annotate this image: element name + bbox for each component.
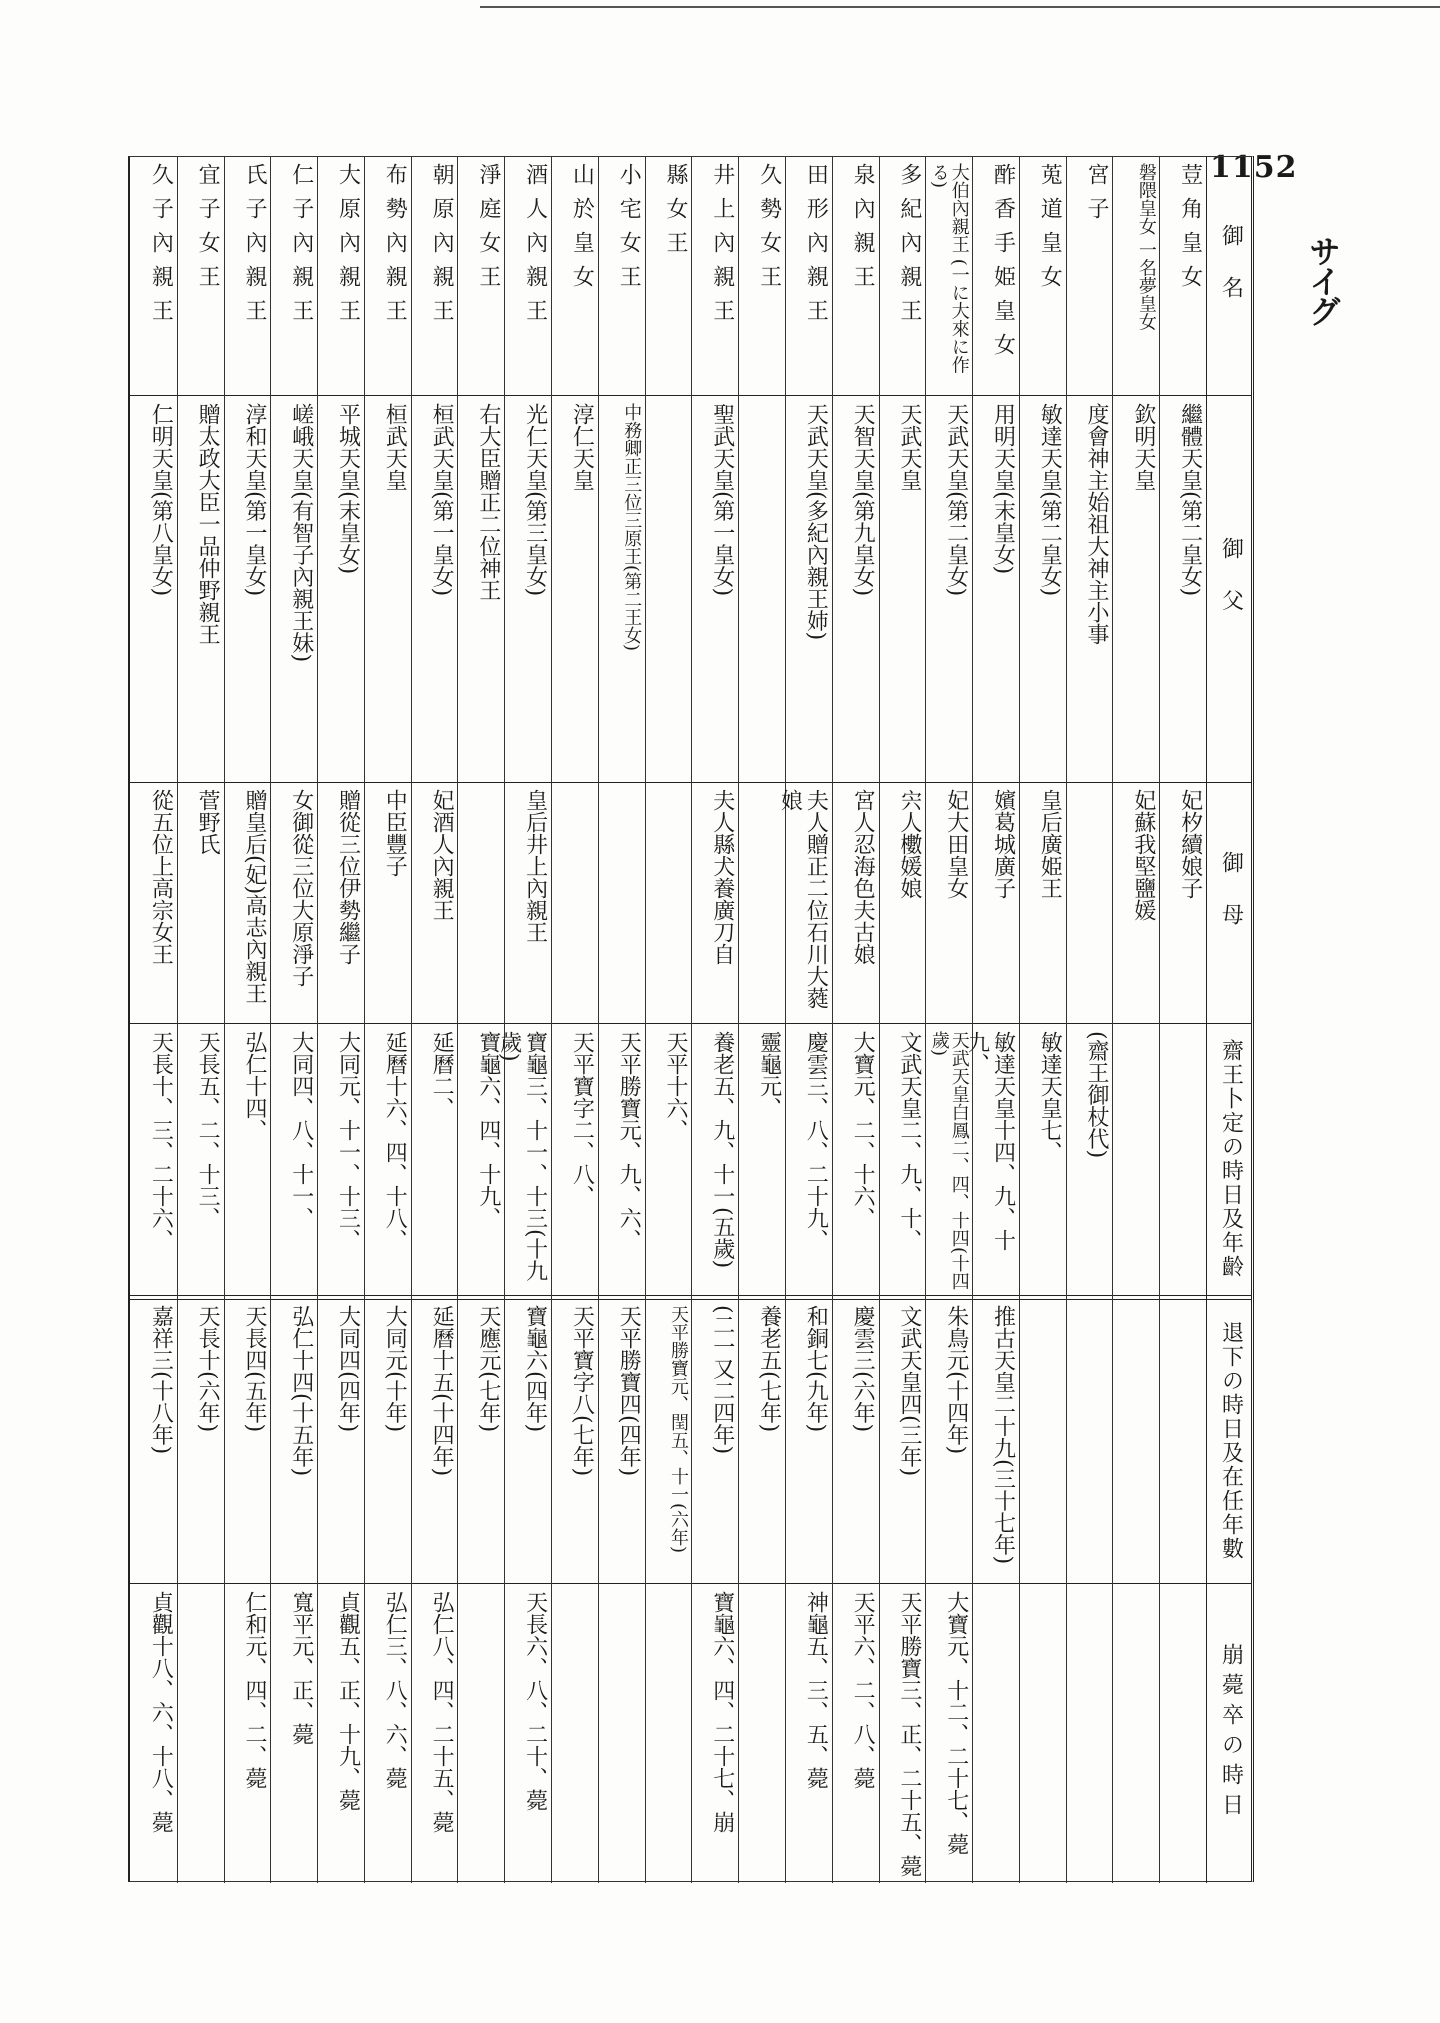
- cell-mother: [554, 789, 594, 1019]
- cell-death: [180, 1591, 220, 1879]
- cell-father: 中務卿正三位三原王(第二王女): [621, 403, 643, 652]
- column-divider: [691, 157, 692, 1883]
- cell-descent: 天長十(六年): [195, 1305, 221, 1433]
- column-divider: [504, 157, 505, 1883]
- cell-mother: 夫人贈正二位石川大蕤娘: [777, 789, 829, 1009]
- cell-father: 用明天皇(末皇女): [990, 403, 1016, 575]
- cell-mother: [601, 789, 641, 1019]
- column-divider: [364, 157, 365, 1883]
- column-divider: [317, 157, 318, 1883]
- cell-death: 仁和元、四、二、薨: [241, 1591, 267, 1789]
- header-name: 御名: [1218, 224, 1244, 328]
- cell-appointment: 敏達天皇十四、九、十九、: [964, 1031, 1016, 1251]
- cell-father: 嵯峨天皇(有智子內親王妹): [288, 403, 314, 663]
- cell-mother: [742, 789, 782, 1019]
- header-father: 御父: [1218, 536, 1244, 641]
- column-divider: [177, 157, 178, 1883]
- cell-name: 氏子內親王: [241, 163, 267, 333]
- cell-name: 井上內親王: [709, 163, 735, 333]
- cell-descent: [1116, 1305, 1156, 1579]
- column-divider: [879, 157, 880, 1883]
- cell-death: 天平六、二、八、薨: [850, 1591, 876, 1789]
- cell-mother: 妃大田皇女: [943, 789, 969, 899]
- cell-appointment: 寶龜六、四、十九、: [475, 1031, 501, 1229]
- cell-father: 天武天皇(第二皇女): [943, 403, 969, 597]
- page-number: 1152: [1210, 150, 1298, 185]
- cell-father: 桓武天皇(第一皇女): [429, 403, 455, 597]
- cell-appointment: 大同四、八、十一、: [288, 1031, 314, 1229]
- cell-name: 朝原內親王: [429, 163, 455, 333]
- cell-father: 天智天皇(第九皇女): [850, 403, 876, 597]
- cell-father: [742, 403, 782, 777]
- column-divider: [832, 157, 833, 1883]
- column-divider: [785, 157, 786, 1883]
- cell-death: [648, 1591, 688, 1879]
- cell-name: 荳角皇女: [1177, 163, 1203, 299]
- cell-father: 右大臣贈正二位神王: [475, 403, 501, 601]
- cell-father: 聖武天皇(第一皇女): [709, 403, 735, 597]
- cell-name: 山於皇女: [569, 163, 595, 299]
- cell-mother: 妃酒人內親王: [429, 789, 455, 921]
- cell-appointment: 延曆二、: [429, 1031, 455, 1119]
- header-mother: 御母: [1218, 850, 1244, 955]
- cell-descent: 慶雲三(六年): [850, 1305, 876, 1433]
- cell-mother: 嬪葛城廣子: [990, 789, 1016, 899]
- cell-descent: 文武天皇四(三年): [896, 1305, 922, 1477]
- cell-descent: 養老五(七年): [756, 1305, 782, 1433]
- cell-death: [742, 1591, 782, 1879]
- cell-father: 仁明天皇(第八皇女): [148, 403, 174, 597]
- column-divider: [738, 157, 739, 1883]
- cell-mother: 菅野氏: [195, 789, 221, 855]
- cell-father: 淳和天皇(第一皇女): [241, 403, 267, 597]
- cell-mother: 宮人忍海色夫古娘: [850, 789, 876, 965]
- cell-name: 久勢女王: [756, 163, 782, 299]
- cell-appointment: 大寶元、二、十六、: [850, 1031, 876, 1229]
- cell-descent: 寶龜六(四年): [522, 1305, 548, 1433]
- cell-death: 弘仁八、四、二十五、薨: [429, 1591, 455, 1833]
- cell-descent: (二一又二四年): [709, 1305, 735, 1455]
- page-footer-mark: [600, 1860, 640, 1880]
- cell-descent: [1022, 1305, 1062, 1579]
- cell-father: 平城天皇(末皇女): [335, 403, 361, 575]
- cell-appointment: 天平勝寶元、九、六、: [616, 1031, 642, 1251]
- cell-appointment: 天武天皇白鳳二、四、十四(十四歲): [928, 1031, 970, 1291]
- kana-section-header: サイグ: [1304, 235, 1342, 325]
- cell-death: 弘仁三、八、六、薨: [382, 1591, 408, 1789]
- cell-father: 繼體天皇(第二皇女): [1177, 403, 1203, 597]
- cell-death: 大寶元、十二、二十七、薨: [943, 1591, 969, 1855]
- cell-mother: 贈從三位伊勢繼子: [335, 789, 361, 965]
- cell-descent: 朱鳥元(十四年): [943, 1305, 969, 1455]
- cell-appointment: 弘仁十四、: [241, 1031, 267, 1141]
- cell-descent: [1069, 1305, 1109, 1579]
- cell-death: 貞觀十八、六、十八、薨: [148, 1591, 174, 1833]
- column-divider: [1159, 157, 1160, 1883]
- cell-death: 寶龜六、四、二十七、崩: [709, 1591, 735, 1833]
- cell-name: 大原內親王: [335, 163, 361, 333]
- cell-descent: 推古天皇二十九(三十七年): [990, 1305, 1016, 1565]
- header-column-divider: [1206, 157, 1207, 1883]
- cell-descent: 大同四(四年): [335, 1305, 361, 1433]
- cell-death: 貞觀五、正、十九、薨: [335, 1591, 361, 1811]
- cell-descent: 弘仁十四(十五年): [288, 1305, 314, 1477]
- cell-mother: 宍人櫢媛娘: [896, 789, 922, 899]
- cell-appointment: 養老五、九、十一(五歲): [709, 1031, 735, 1269]
- cell-mother: 從五位上高宗女王: [148, 789, 174, 965]
- top-rule: [480, 6, 1440, 8]
- cell-appointment: 天平十六、: [663, 1031, 688, 1141]
- cell-descent: 天平寶字八(七年): [569, 1305, 595, 1477]
- cell-mother: 中臣豐子: [382, 789, 408, 877]
- cell-mother: 夫人縣犬養廣刀自: [709, 789, 735, 965]
- cell-father: 敏達天皇(第二皇女): [1037, 403, 1063, 597]
- cell-appointment: 天長五、二、十三、: [195, 1031, 221, 1229]
- cell-father: 光仁天皇(第三皇女): [522, 403, 548, 597]
- cell-descent: 天平勝寶四(四年): [616, 1305, 642, 1477]
- cell-appointment: 敏達天皇七、: [1037, 1031, 1063, 1163]
- column-divider: [1066, 157, 1067, 1883]
- cell-death: 天平勝寶三、正、二十五、薨: [896, 1591, 922, 1877]
- column-divider: [411, 157, 412, 1883]
- cell-descent: 延曆十五(十四年): [429, 1305, 455, 1477]
- saiou-table: [128, 156, 1254, 1882]
- cell-name: 酒人內親王: [522, 163, 548, 333]
- cell-appointment: 延曆十六、四、十八、: [382, 1031, 408, 1251]
- column-divider: [551, 157, 552, 1883]
- cell-descent: 天長四(五年): [241, 1305, 267, 1433]
- header-appointment: 齋王卜定の時日及年齡: [1218, 1039, 1244, 1279]
- cell-name: 田形內親王: [803, 163, 829, 333]
- cell-death: 寬平元、正、薨: [288, 1591, 314, 1745]
- column-divider: [645, 157, 646, 1883]
- cell-appointment: 天平寶字二、八、: [569, 1031, 595, 1207]
- cell-descent: [1163, 1305, 1203, 1579]
- cell-death: [601, 1591, 641, 1879]
- cell-mother: [1069, 789, 1109, 1019]
- cell-father: [648, 403, 688, 777]
- cell-appointment: 慶雲三、八、二十九、: [803, 1031, 829, 1251]
- cell-father: 天武天皇(多紀內親王姉): [803, 403, 829, 641]
- cell-appointment: [1163, 1031, 1203, 1291]
- cell-name: 淨庭女王: [475, 163, 501, 299]
- cell-father: 淳仁天皇: [569, 403, 595, 491]
- header-death: 崩薨卒の時日: [1218, 1643, 1244, 1823]
- cell-death: 神龜五、三、五、薨: [803, 1591, 829, 1789]
- column-divider: [1019, 157, 1020, 1883]
- cell-descent: 天應元(七年): [475, 1305, 501, 1433]
- cell-name: 仁子內親王: [288, 163, 314, 333]
- cell-death: [1116, 1591, 1156, 1879]
- cell-name: 多紀內親王: [896, 163, 922, 333]
- cell-mother: 皇后井上內親王: [522, 789, 548, 943]
- cell-name: 磐隈皇女 一名夢皇女: [1135, 163, 1157, 331]
- cell-name: 泉內親王: [850, 163, 876, 299]
- cell-mother: 妃𣏐續娘子: [1177, 789, 1203, 899]
- cell-name: 布勢內親王: [382, 163, 408, 333]
- column-divider: [457, 157, 458, 1883]
- cell-name: 縣女王: [663, 163, 688, 265]
- column-divider: [270, 157, 271, 1883]
- cell-name: 大伯內親王 (一に大來に作る): [928, 163, 970, 374]
- column-divider: [598, 157, 599, 1883]
- cell-descent: 和銅七(九年): [803, 1305, 829, 1433]
- cell-appointment: 寶龜三、十一、十三(十九歲): [496, 1031, 548, 1282]
- column-divider: [1112, 157, 1113, 1883]
- cell-name: 小宅女王: [616, 163, 642, 299]
- cell-death: [1022, 1591, 1062, 1879]
- cell-descent: 嘉祥三(十八年): [148, 1305, 174, 1455]
- cell-name: 宮子: [1084, 163, 1110, 231]
- cell-appointment: [1116, 1031, 1156, 1291]
- header-descent: 退下の時日及在任年數: [1218, 1320, 1244, 1561]
- cell-death: [975, 1591, 1015, 1879]
- cell-appointment: 天長十、三、二十六、: [148, 1031, 174, 1251]
- cell-father: 欽明天皇: [1130, 403, 1156, 491]
- cell-mother: [461, 789, 501, 1019]
- cell-name: 酢香手姫皇女: [990, 163, 1016, 367]
- cell-appointment: (齋王御杖代): [1084, 1031, 1110, 1159]
- cell-father: 度會神主始祖大神主小事: [1084, 403, 1110, 645]
- cell-father: 桓武天皇: [382, 403, 408, 491]
- cell-appointment: 大同元、十一、十三、: [335, 1031, 361, 1251]
- cell-mother: [648, 789, 688, 1019]
- cell-mother: 妃蘇我堅鹽媛: [1130, 789, 1156, 921]
- cell-name: 宜子女王: [195, 163, 221, 299]
- cell-descent: 天平勝寶元、閏五、十一(六年): [668, 1305, 689, 1554]
- cell-appointment: 文武天皇二、九、十、: [896, 1031, 922, 1251]
- cell-name: 久子內親王: [148, 163, 174, 333]
- cell-death: 天長六、八、二十、薨: [522, 1591, 548, 1811]
- cell-death: [461, 1591, 501, 1879]
- cell-name: 莵道皇女: [1037, 163, 1063, 299]
- cell-death: [1069, 1591, 1109, 1879]
- column-divider: [925, 157, 926, 1883]
- cell-appointment: 靈龜元、: [756, 1031, 782, 1119]
- cell-father: 贈太政大臣一品仲野親王: [195, 403, 221, 645]
- column-divider: [224, 157, 225, 1883]
- column-divider: [972, 157, 973, 1883]
- cell-father: 天武天皇: [896, 403, 922, 491]
- cell-death: [1163, 1591, 1203, 1879]
- cell-mother: 皇后廣姫王: [1037, 789, 1063, 899]
- cell-mother: 女御從三位大原淨子: [288, 789, 314, 987]
- cell-death: [554, 1591, 594, 1879]
- cell-descent: 大同元(十年): [382, 1305, 408, 1433]
- cell-mother: 贈皇后(妃)高志內親王: [241, 789, 267, 1005]
